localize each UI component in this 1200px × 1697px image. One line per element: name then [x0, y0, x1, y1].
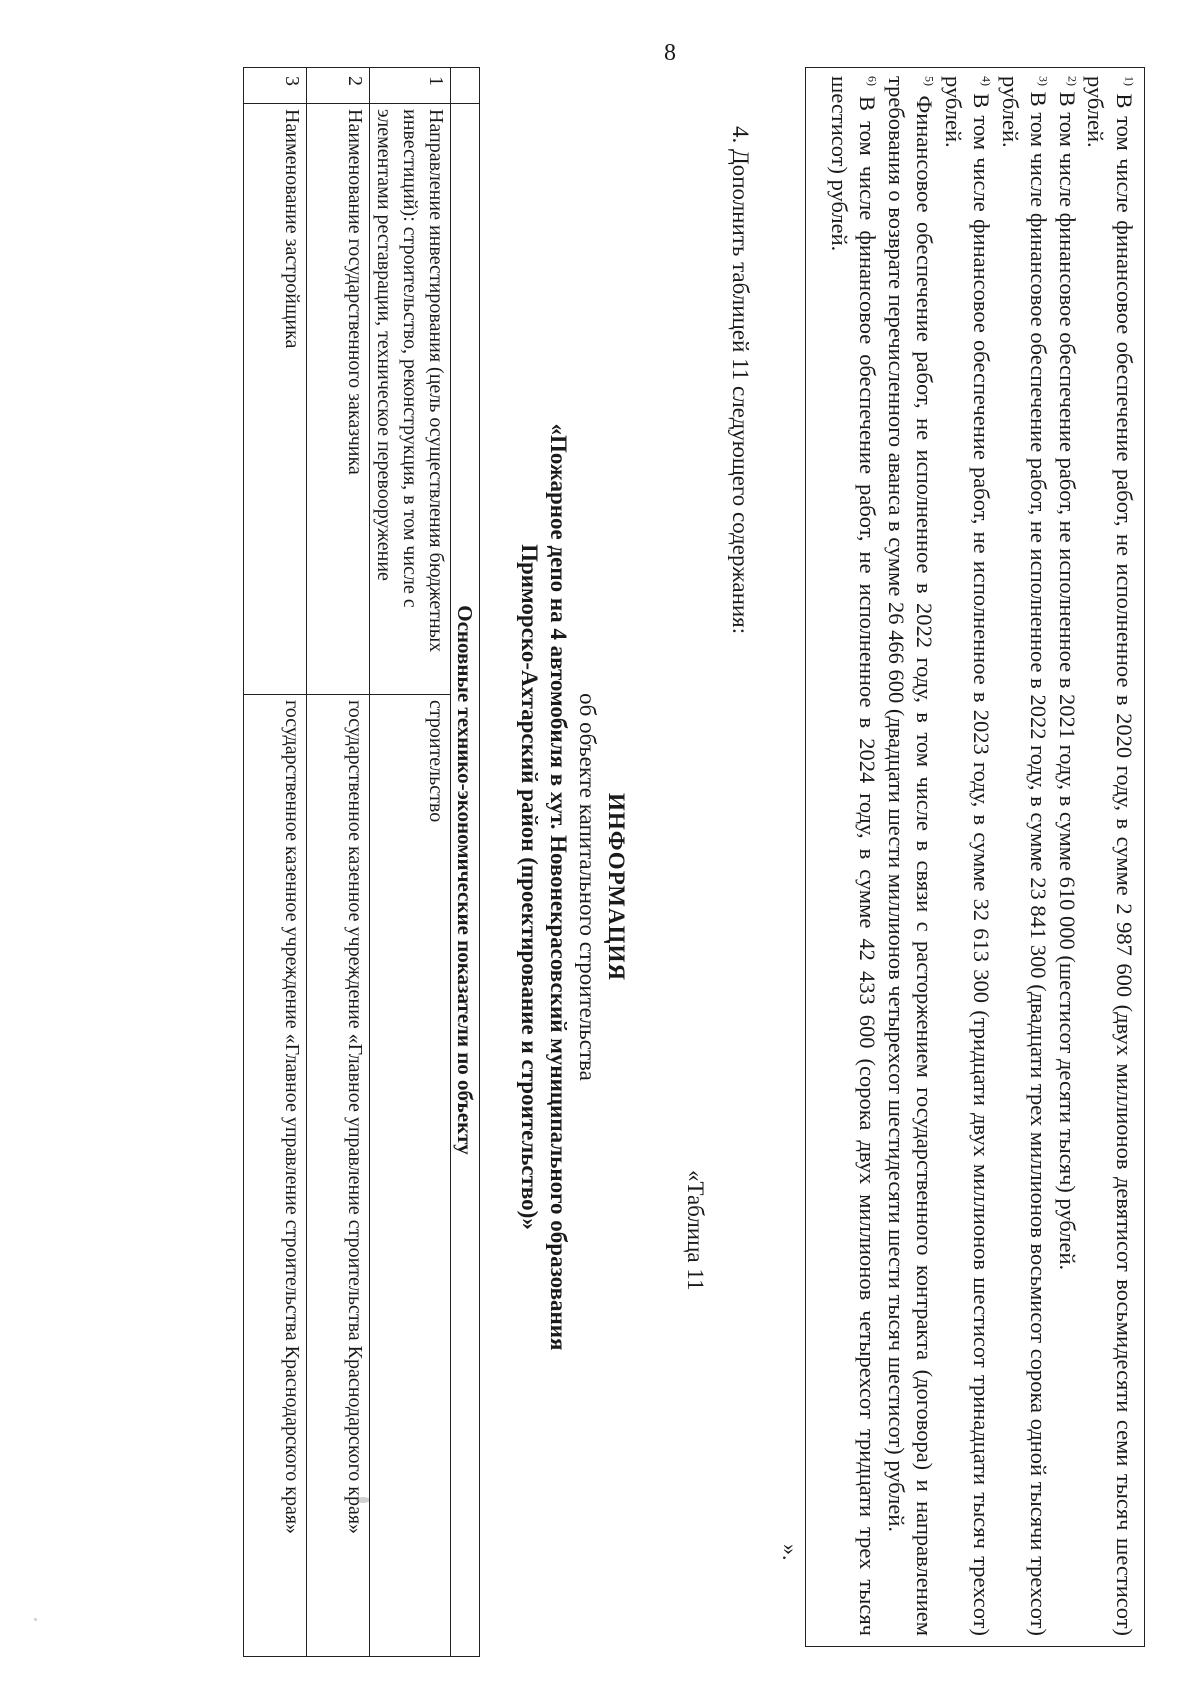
table-row [244, 68, 307, 1657]
row-number: 2 [307, 68, 370, 104]
footnote [825, 76, 882, 1636]
footnote [1081, 76, 1138, 1636]
footnote [1053, 76, 1082, 1636]
table-header: Основные технико-экономические показатели по объекту [451, 104, 480, 1657]
footnote-text: В том числе финансовое обеспечение работ, не исполненное в 2024 году, в сумме 42 433 600 (сорока двух миллионов четырехсот тридцати трех тысяч шестисот) рублей. [827, 76, 881, 1636]
row-name: Наименование государственного заказчика [307, 104, 370, 695]
scan-speck [34, 1618, 37, 1621]
row-value: государственное казенное учреждение «Главное управление строительства Краснодарского края» [307, 695, 370, 1657]
footnote-mark: 3) [1037, 76, 1051, 86]
indicators-table [243, 67, 480, 1657]
table-header-empty-cell [451, 68, 480, 104]
footnote-mark: 4) [980, 76, 994, 86]
footnote-mark: 5) [923, 76, 937, 86]
info-object-line: Приморско-Ахтарский район (проектирование и строительство)» [517, 544, 542, 1230]
footnote-text: В том числе финансовое обеспечение работ, не исполненное в 2020 году, в сумме 2 987 600 (двух миллионов девятисот восьмидесяти семи тысяч шестисот) рублей. [1083, 76, 1137, 1637]
row-name: Наименование застройщика [244, 104, 307, 695]
row-number: 3 [244, 68, 307, 104]
footnote-mark: 2) [1065, 76, 1080, 86]
row-name: Направление инвестирования (цель осуществления бюджетных инвестиций): строительство, реконструкция, в том числе с элементами реставрации, техническое перевооружение [370, 104, 451, 695]
footnote-text: Финансовое обеспечение работ, не исполненное в 2022 году, в том числе в связи с расторжением государственного контракта (договора) и направлением требования о возврате перечисленного аванса в сумме 26 466 600 (двадцати шести миллионов четырехсот шестидесяти шести тысяч шестисот) рублей. [884, 76, 938, 1636]
footnote-text: В том числе финансовое обеспечение работ, не исполненное в 2022 году, в сумме 23 841 300 (двадцати трех миллионов восьмисот сорока одной тысячи трехсот) рублей. [998, 76, 1052, 1636]
row-value: государственное казенное учреждение «Главное управление строительства Краснодарского края» [244, 695, 307, 1657]
table-row [307, 68, 370, 1657]
info-title: ИНФОРМАЦИЯ [604, 792, 629, 982]
footnote-text: В том числе финансовое обеспечение работ, не исполненное в 2023 году, в сумме 32 613 300 (тридцати двух миллионов шестисот тринадцати тысяч трехсот) рублей. [941, 76, 995, 1637]
footnote [882, 76, 939, 1636]
footnote [939, 76, 996, 1636]
footnote [996, 76, 1053, 1636]
table-row [370, 68, 451, 1657]
info-object-line: «Пожарное депо на 4 автомобиля в хут. Новонекрасовский муниципального образования [546, 423, 571, 1351]
table-header-row [451, 68, 480, 1657]
footnote-text: В том числе финансовое обеспечение работ, не исполненное в 2021 году, в сумме 610 000 (шестисот десяти тысяч) рублей. [1055, 91, 1080, 1271]
closing-quote: ». [778, 1544, 803, 1561]
table-caption: «Таблица 11 [683, 1170, 708, 1291]
row-number: 1 [370, 68, 451, 104]
append-instruction: 4. Дополнить таблицей 11 следующего содержания: [728, 126, 753, 635]
footnote-mark: 1) [1122, 76, 1137, 86]
row-value: строительство [370, 695, 451, 1657]
page-number: 8 [664, 40, 676, 66]
rotated-page-content [135, 67, 1155, 1657]
info-heading [515, 107, 631, 1667]
footnotes-box [805, 67, 1145, 1647]
info-subtitle: об объекте капитального строительства [575, 693, 600, 1081]
footnote-mark: 6) [866, 76, 880, 86]
